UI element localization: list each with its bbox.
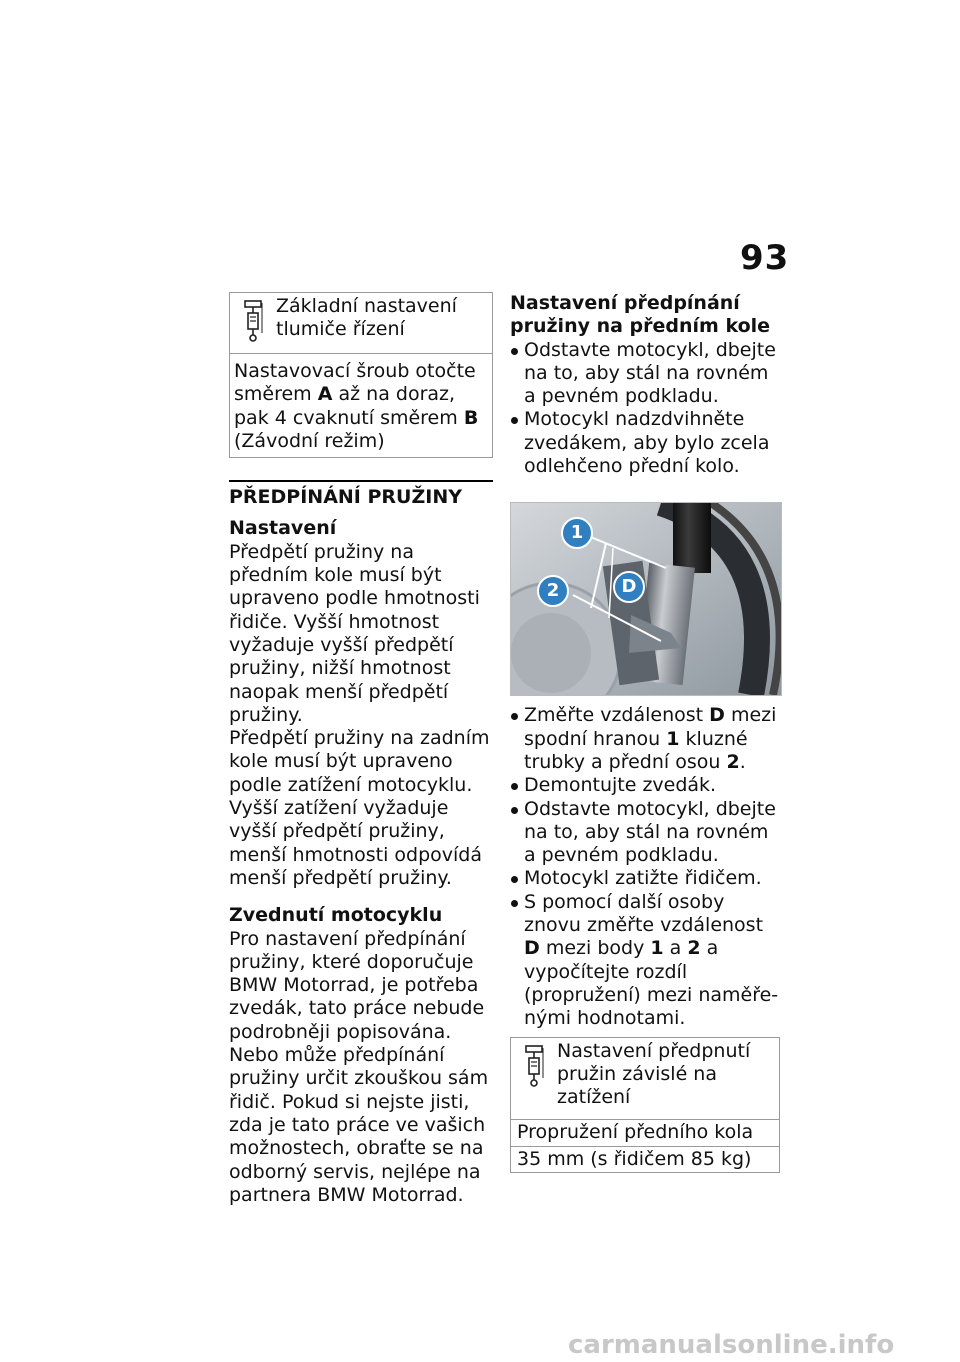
list-item: Odstavte motocykl, dbejte na to, aby stál na rovném a pevném podkladu. <box>510 339 780 409</box>
body-text: (Závodní režim) <box>234 429 385 452</box>
list-item: Motocykl zatižte řidičem. <box>510 867 780 890</box>
body-text: Nastavovací šroub otočte <box>234 360 476 382</box>
shock-absorber-icon <box>519 1044 549 1088</box>
direction-label-a: A <box>317 383 333 406</box>
fork-measurement-photo <box>510 502 782 696</box>
bullet-list-top <box>510 339 780 479</box>
direction-label-b: B <box>463 406 479 429</box>
box-header <box>511 1038 779 1121</box>
steering-damper-box <box>229 292 493 458</box>
callout-d: D <box>613 571 645 603</box>
box-header <box>230 293 492 354</box>
shock-absorber-icon <box>238 299 268 343</box>
left-column <box>229 292 493 1207</box>
box-body <box>230 354 492 457</box>
section-title: PŘEDPÍNÁNÍ PRUŽINY <box>229 480 493 509</box>
paragraph: Předpětí pružiny na předním kole musí být upraveno podle hmotnosti řidiče. Vyšší hmotnost vyžaduje vyšší předpětí pružiny, nižší hmotnost naopak menší předpětí pružiny. <box>229 540 480 726</box>
spring-preload-box <box>510 1037 780 1173</box>
box-title: Základní nastavení tlumiče řízení <box>276 295 457 341</box>
callout-1: 1 <box>561 517 593 549</box>
table-row: Propružení předního kola <box>517 1121 754 1144</box>
paragraph: Nebo může předpínání pružiny určit zkouškou sám řidič. Pokud si nejste jisti, zda je tato práce ve vašich možnostech, obraťte se na odborný servis, nejlépe na partnera BMW Motorrad. <box>229 1044 489 1206</box>
body-text: směrem <box>234 383 312 406</box>
table-row: 35 mm (s řidičem 85 kg) <box>511 1146 779 1172</box>
callout-2: 2 <box>537 575 569 607</box>
right-column <box>510 292 780 1173</box>
list-item: Demontujte zvedák. <box>510 774 780 797</box>
paragraph: Předpětí pružiny na zadním kole musí být upraveno podle zatížení motocyklu. Vyšší zatížení vyžaduje vyšší předpětí pružiny, menší hmotnosti odpovídá menší předpětí pružiny. <box>229 727 490 889</box>
list-item: Motocykl nadzdvihněte zvedákem, aby bylo zcela odlehčeno přední kolo. <box>510 408 780 478</box>
right-heading: Nastavení předpínání pružiny na předním kole <box>510 292 771 338</box>
list-item: S pomocí další osoby znovu změřte vzdálenost D mezi body 1 a 2 a vypočítejte rozdíl (propružení) mezi naměřenými hodnotami. <box>510 891 780 1031</box>
lift-heading: Zvednutí motocyklu <box>229 904 443 927</box>
box-title: Nastavení předpnutí pružin závislé na zatížení <box>557 1039 751 1109</box>
body-text: až na doraz, <box>338 383 456 406</box>
page-number: 93 <box>740 238 790 278</box>
list-item: Odstavte motocykl, dbejte na to, aby stál na rovném a pevném podkladu. <box>510 798 780 868</box>
list-item: Změřte vzdálenost D mezi spodní hranou 1 kluzné trubky a přední osou 2. <box>510 704 780 774</box>
paragraph: Pro nastavení předpínání pružiny, které doporučuje BMW Motorrad, je potřeba zvedák, tato práce nebude podrobněji popisována. <box>229 927 485 1043</box>
body-text: pak 4 cvaknutí směrem <box>234 406 458 429</box>
watermark: carmanualsonline.info <box>568 1330 895 1360</box>
bullet-list-bottom <box>510 704 780 1030</box>
setting-heading: Nastavení <box>229 517 337 540</box>
